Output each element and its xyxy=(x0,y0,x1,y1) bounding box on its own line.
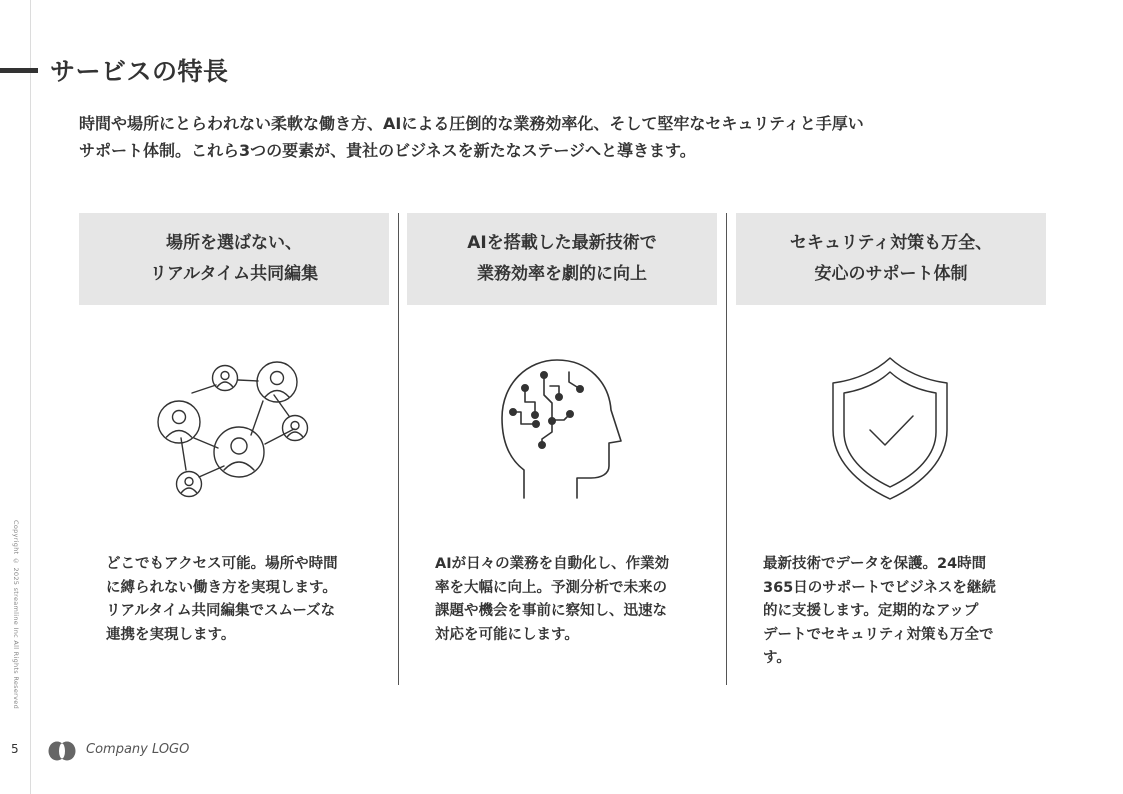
feature-heading-ai xyxy=(407,213,717,305)
network-people-icon xyxy=(152,360,312,500)
description-line: 課題や機会を事前に察知し、迅速な xyxy=(435,603,667,619)
description-line: 最新技術でデータを保護。24時間 xyxy=(763,556,987,572)
description-line: す。 xyxy=(763,650,791,666)
feature-heading-line: AIを搭載した最新技術で xyxy=(467,233,657,253)
description-line: 率を大幅に向上。予測分析で未来の xyxy=(435,579,667,596)
description-line: デートでセキュリティ対策も万全で xyxy=(763,626,994,643)
description-line: に縛られない働き方を実現します。 xyxy=(106,579,337,596)
feature-description-ai xyxy=(435,553,669,647)
feature-heading-security xyxy=(736,213,1046,305)
description-line: 365日のサポートでビジネスを継続 xyxy=(763,579,996,596)
page-title: サービスの特長 xyxy=(50,57,229,86)
company-logo-text: Company LOGO xyxy=(86,742,190,757)
description-line: どこでもアクセス可能。場所や時間 xyxy=(106,556,338,572)
feature-heading-line: 場所を選ばない、 xyxy=(166,233,302,253)
feature-heading-line: 業務効率を劇的に向上 xyxy=(477,264,647,284)
feature-heading-line: セキュリティ対策も万全、 xyxy=(789,233,993,253)
page-number: 5 xyxy=(11,742,19,756)
feature-heading-line: 安心のサポート体制 xyxy=(814,264,968,284)
company-logo-icon xyxy=(48,741,76,761)
column-divider xyxy=(726,213,727,685)
description-line: 的に支援します。定期的なアップ xyxy=(763,603,979,619)
description-line: リアルタイム共同編集でスムーズな xyxy=(106,603,336,619)
intro-line: サポート体制。これら3つの要素が、貴社のビジネスを新たなステージへと導きます。 xyxy=(79,141,696,160)
feature-heading-collaboration xyxy=(79,213,389,305)
feature-heading-line: リアルタイム共同編集 xyxy=(149,264,319,284)
description-line: 対応を可能にします。 xyxy=(435,626,579,643)
intro-line: 時間や場所にとらわれない柔軟な働き方、AIによる圧倒的な業務効率化、そして堅牢なセキュリティと手厚い xyxy=(79,114,864,133)
feature-description-collaboration xyxy=(106,553,338,647)
left-margin-rule xyxy=(30,0,31,794)
feature-description-security xyxy=(763,553,996,671)
ai-head-circuit-icon xyxy=(495,350,635,505)
shield-check-icon xyxy=(828,355,952,503)
title-accent-bar xyxy=(0,68,38,73)
column-divider xyxy=(398,213,399,685)
intro-text xyxy=(79,110,1059,164)
description-line: AIが日々の業務を自動化し、作業効 xyxy=(435,556,670,572)
description-line: 連携を実現します。 xyxy=(106,626,236,643)
copyright-notice: Copyright © 2025 streamline Inc All Rights Reserved xyxy=(12,520,20,709)
